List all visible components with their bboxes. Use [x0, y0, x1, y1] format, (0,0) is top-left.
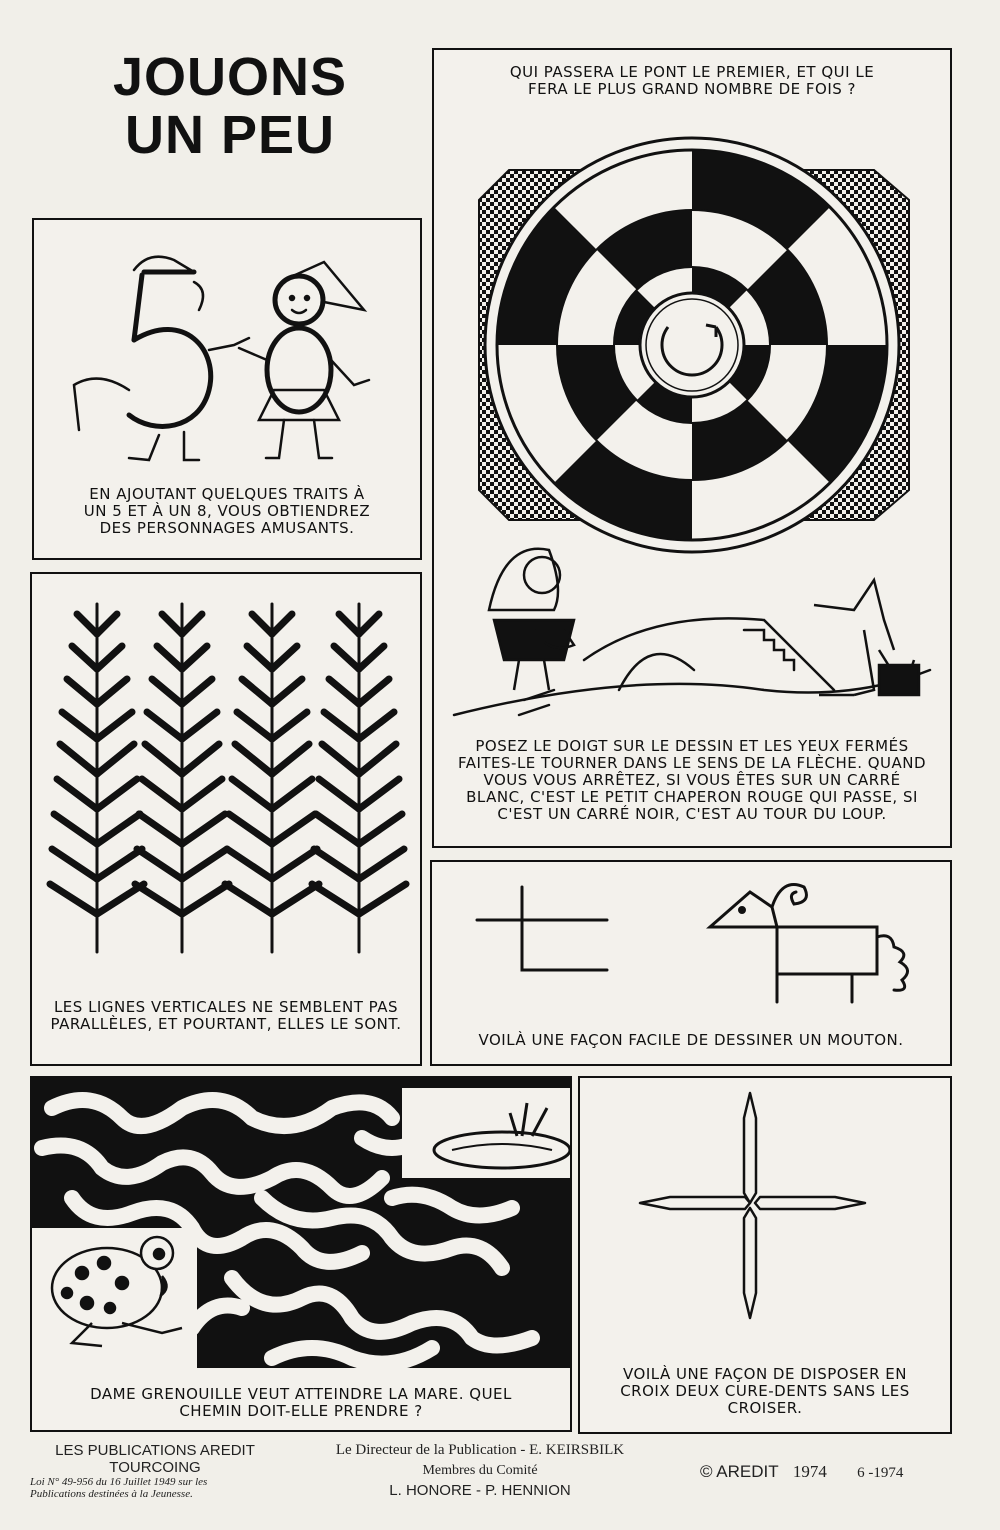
- law-notice-2: Publications destinées à la Jeunesse.: [30, 1488, 193, 1500]
- wheel-game-question: QUI PASSERA LE PONT LE PREMIER, ET QUI LE FERA LE PLUS GRAND NOMBRE DE FOIS ?: [509, 63, 875, 98]
- page-title: [60, 48, 400, 164]
- base-lines: [477, 887, 607, 970]
- wheel-game-illustration: [434, 50, 950, 846]
- red-riding-hood: [489, 549, 574, 690]
- footer-copyright: [700, 1462, 960, 1482]
- law-notice-1: Loi N° 49-956 du 16 Juillet 1949 sur les: [30, 1476, 208, 1488]
- wheel-game-instructions: POSEZ LE DOIGT SUR LE DESSIN ET LES YEUX FERMÉS FAITES-LE TOURNER DANS LE SENS DE LA FLÈCHE. QUAND VOUS VOUS ARRÊTEZ, SI VOUS ÊTES SUR UN CARRÉ BLANC, C'EST LE PETIT CHAPERON ROUGE QUI PASSE, SI C'EST UN CARRÉ NOIR, C'EST AU TOUR DU LOUP.: [457, 737, 927, 823]
- maze-puzzle-caption: DAME GRENOUILLE VEUT ATTEINDRE LA MARE. QUEL CHEMIN DOIT-ELLE PRENDRE ?: [90, 1385, 512, 1420]
- tree-4: [312, 604, 406, 952]
- wheel-game-panel: [432, 48, 952, 848]
- spinning-wheel: [485, 138, 899, 552]
- sheep-drawing-panel: [430, 860, 952, 1066]
- publisher-city: TOURCOING: [109, 1459, 201, 1476]
- sheep-drawing-caption: VOILÀ UNE FAÇON FACILE DE DESSINER UN MOUTON.: [478, 1031, 904, 1049]
- publisher-name: LES PUBLICATIONS AREDIT: [55, 1442, 255, 1459]
- copyright-text: © AREDIT: [700, 1462, 779, 1481]
- title-line-2: UN PEU: [124, 105, 336, 165]
- toothpick-vertical-top: [744, 1093, 756, 1203]
- footer-credits: [300, 1442, 660, 1499]
- publication-director: Le Directeur de la Publication - E. KEIRSBILK: [335, 1442, 625, 1458]
- maze-illustration: [32, 1078, 570, 1430]
- copyright-year: 1974: [792, 1462, 827, 1481]
- toothpick-horizontal-left: [640, 1197, 750, 1209]
- toothpicks-puzzle-panel: [578, 1076, 952, 1434]
- title-line-1: JOUONS: [112, 47, 348, 107]
- maze-puzzle-panel: [30, 1076, 572, 1432]
- trees-illusion-illustration: [32, 574, 420, 1064]
- trees-illusion-panel: [30, 572, 422, 1066]
- tree-3: [225, 604, 319, 952]
- wolf: [814, 580, 919, 695]
- numbers-puzzle-panel: [32, 218, 422, 560]
- toothpicks-puzzle-caption: VOILÀ UNE FAÇON DE DISPOSER EN CROIX DEUX CURE-DENTS SANS LES CROISER.: [620, 1365, 910, 1417]
- tree-2: [135, 604, 229, 952]
- trees-illusion-caption: LES LIGNES VERTICALES NE SEMBLENT PAS PARALLÈLES, ET POURTANT, ELLES LE SONT.: [50, 998, 402, 1033]
- issue-number: 6 -1974: [857, 1465, 904, 1481]
- toothpick-horizontal-right: [755, 1197, 865, 1209]
- committee-label: Membres du Comité: [422, 1463, 538, 1478]
- sheep-body: [710, 892, 877, 1002]
- numbers-puzzle-caption: EN AJOUTANT QUELQUES TRAITS À UN 5 ET À UN 8, VOUS OBTIENDREZ DES PERSONNAGES AMUSANTS.: [83, 485, 371, 537]
- committee-names: L. HONORE - P. HENNION: [389, 1482, 571, 1499]
- footer-publisher: [30, 1442, 280, 1500]
- toothpick-vertical-bottom: [744, 1208, 756, 1318]
